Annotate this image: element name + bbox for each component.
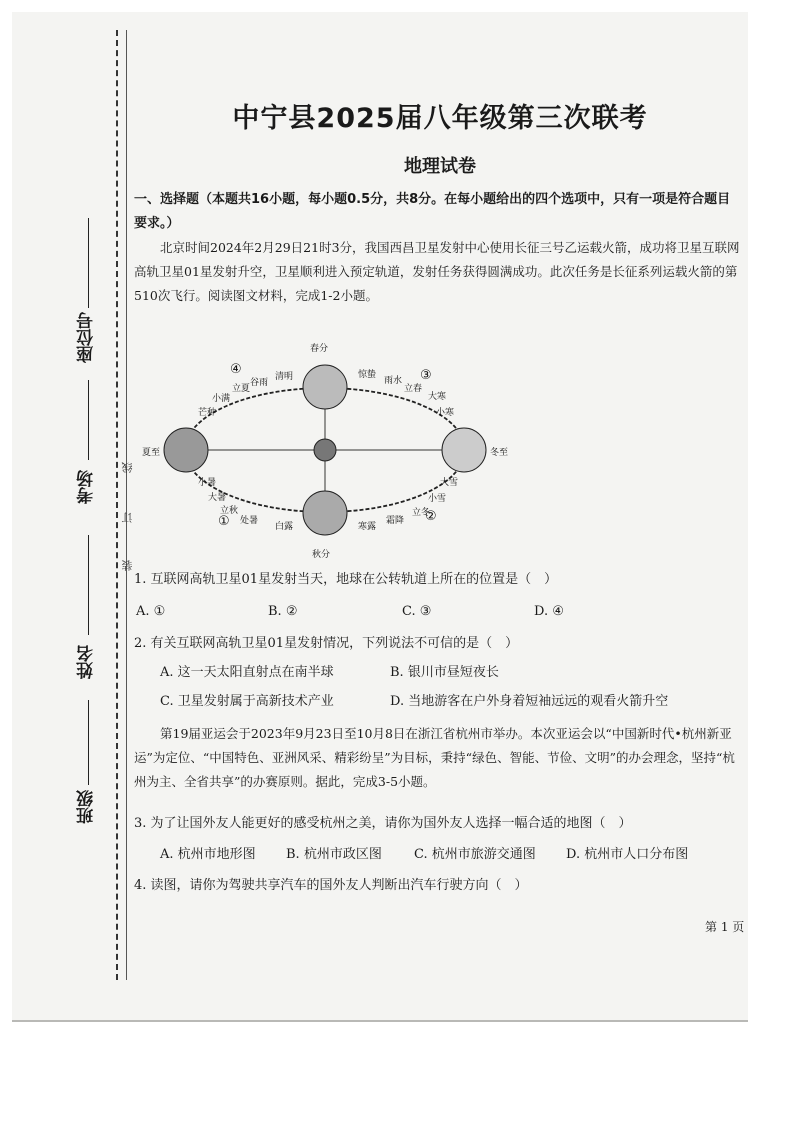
seat-label: 座位号 [77,312,97,363]
q2-option-a[interactable]: A. 这一天太阳直射点在南半球 [160,665,334,680]
q3-option-c[interactable]: C. 杭州市旅游交通图 [414,847,536,862]
term-dahan: 大寒 [428,392,447,402]
q3-option-d[interactable]: D. 杭州市人口分布图 [566,847,689,862]
term-bailu: 白露 [275,522,294,532]
earth-spring-icon [303,365,347,409]
term-autumn: 秋分 [312,550,331,560]
name-blank [88,535,89,635]
q2-option-d[interactable]: D. 当地游客在户外身着短袖远远的观看火箭升空 [390,694,669,709]
q1-option-d[interactable]: D. ④ [534,604,564,619]
term-spring: 春分 [310,344,329,354]
marker-2: ② [425,509,437,524]
q1-option-a[interactable]: A. ① [136,604,166,619]
earth-summer-icon [164,428,208,472]
question-4: 4. 读图，请你为驾驶共享汽车的国外友人判断出汽车行驶方向（ ） [134,878,528,893]
term-guyu: 谷雨 [250,378,269,388]
question-3: 3. 为了让国外友人能更好的感受杭州之美，请你为国外友人选择一幅合适的地图（ ） [134,816,632,831]
marker-3: ③ [420,368,432,383]
binding-word-3: 装 [121,560,134,571]
term-liqiu: 立秋 [220,506,239,516]
term-xiaoxue: 小雪 [428,494,447,504]
term-xiaoman: 小满 [212,394,231,404]
q1-option-b[interactable]: B. ② [268,604,298,619]
exam-room-blank [88,380,89,460]
term-qingming: 清明 [275,372,294,382]
exam-room-label: 考场 [77,470,97,504]
term-mangzhong: 芒种 [198,408,217,418]
earth-revolution-diagram [140,335,510,565]
term-yushui: 雨水 [384,376,403,386]
class-blank [88,700,89,785]
q2-option-c[interactable]: C. 卫星发射属于高新技术产业 [160,694,334,709]
term-chushu: 处暑 [240,516,259,526]
q3-option-b[interactable]: B. 杭州市政区图 [286,847,382,862]
section-heading: 一、选择题（本题共16小题，每小题0.5分，共8分。在每小题给出的四个选项中，只有一项是符合题目要求。） [134,192,731,231]
question-1: 1. 互联网高轨卫星01星发射当天，地球在公转轨道上所在的位置是（ ） [134,572,558,587]
marker-4: ④ [230,362,242,377]
q3-option-a[interactable]: A. 杭州市地形图 [160,847,256,862]
term-xiaohan: 小寒 [436,408,455,418]
q2-option-b[interactable]: B. 银川市昼短夜长 [390,665,499,680]
passage-2: 第19届亚运会于2023年9月23日至10月8日在浙江省杭州市举办。本次亚运会以“中国新时代•杭州新亚运”为定位、“中国特色、亚洲风采、精彩纷呈”为目标，秉持“绿色、智能、节俭、文明”的办会理念，坚持“杭州为主、全省共享”的办赛原则。据此，完成3-5小题。 [134,726,735,789]
term-summer: 夏至 [142,448,161,458]
binding-word-1: 线 [121,462,134,473]
term-jingzhe: 惊蛰 [358,370,377,380]
exam-subtitle: 地理试卷 [404,156,476,177]
term-dashu: 大暑 [208,493,227,503]
exam-title: 中宁县2025届八年级第三次联考 [232,103,648,134]
sun-icon [314,439,336,461]
marker-1: ① [218,514,230,529]
name-label: 姓名 [77,645,97,679]
term-lixia: 立夏 [232,384,251,394]
term-lichun: 立春 [404,384,423,394]
q1-option-c[interactable]: C. ③ [402,604,432,619]
page-number: 第 1 页 [705,920,745,934]
term-shuangjiang: 霜降 [386,516,405,526]
class-label: 班级 [77,790,97,824]
earth-winter-icon [442,428,486,472]
passage-1: 北京时间2024年2月29日21时3分，我国西昌卫星发射中心使用长征三号乙运载火箭，成功将卫星互联网高轨卫星01星发射升空，卫星顺利进入预定轨道，发射任务获得圆满成功。此次任务是长征系列运载火箭的第510次飞行。阅读图文材料，完成1-2小题。 [134,240,740,303]
seat-blank [88,218,89,308]
term-hanlu: 寒露 [358,522,377,532]
term-lidong: 立冬 [412,508,431,518]
binding-solid-line [126,30,127,980]
term-xiaoshu: 小暑 [198,478,217,488]
earth-autumn-icon [303,491,347,535]
term-winter: 冬至 [490,448,509,458]
term-daxue: 大雪 [440,478,459,488]
binding-dashed-line [116,30,118,980]
binding-word-2: 订 [121,512,134,523]
question-2: 2. 有关互联网高轨卫星01星发射情况，下列说法不可信的是（ ） [134,636,519,651]
